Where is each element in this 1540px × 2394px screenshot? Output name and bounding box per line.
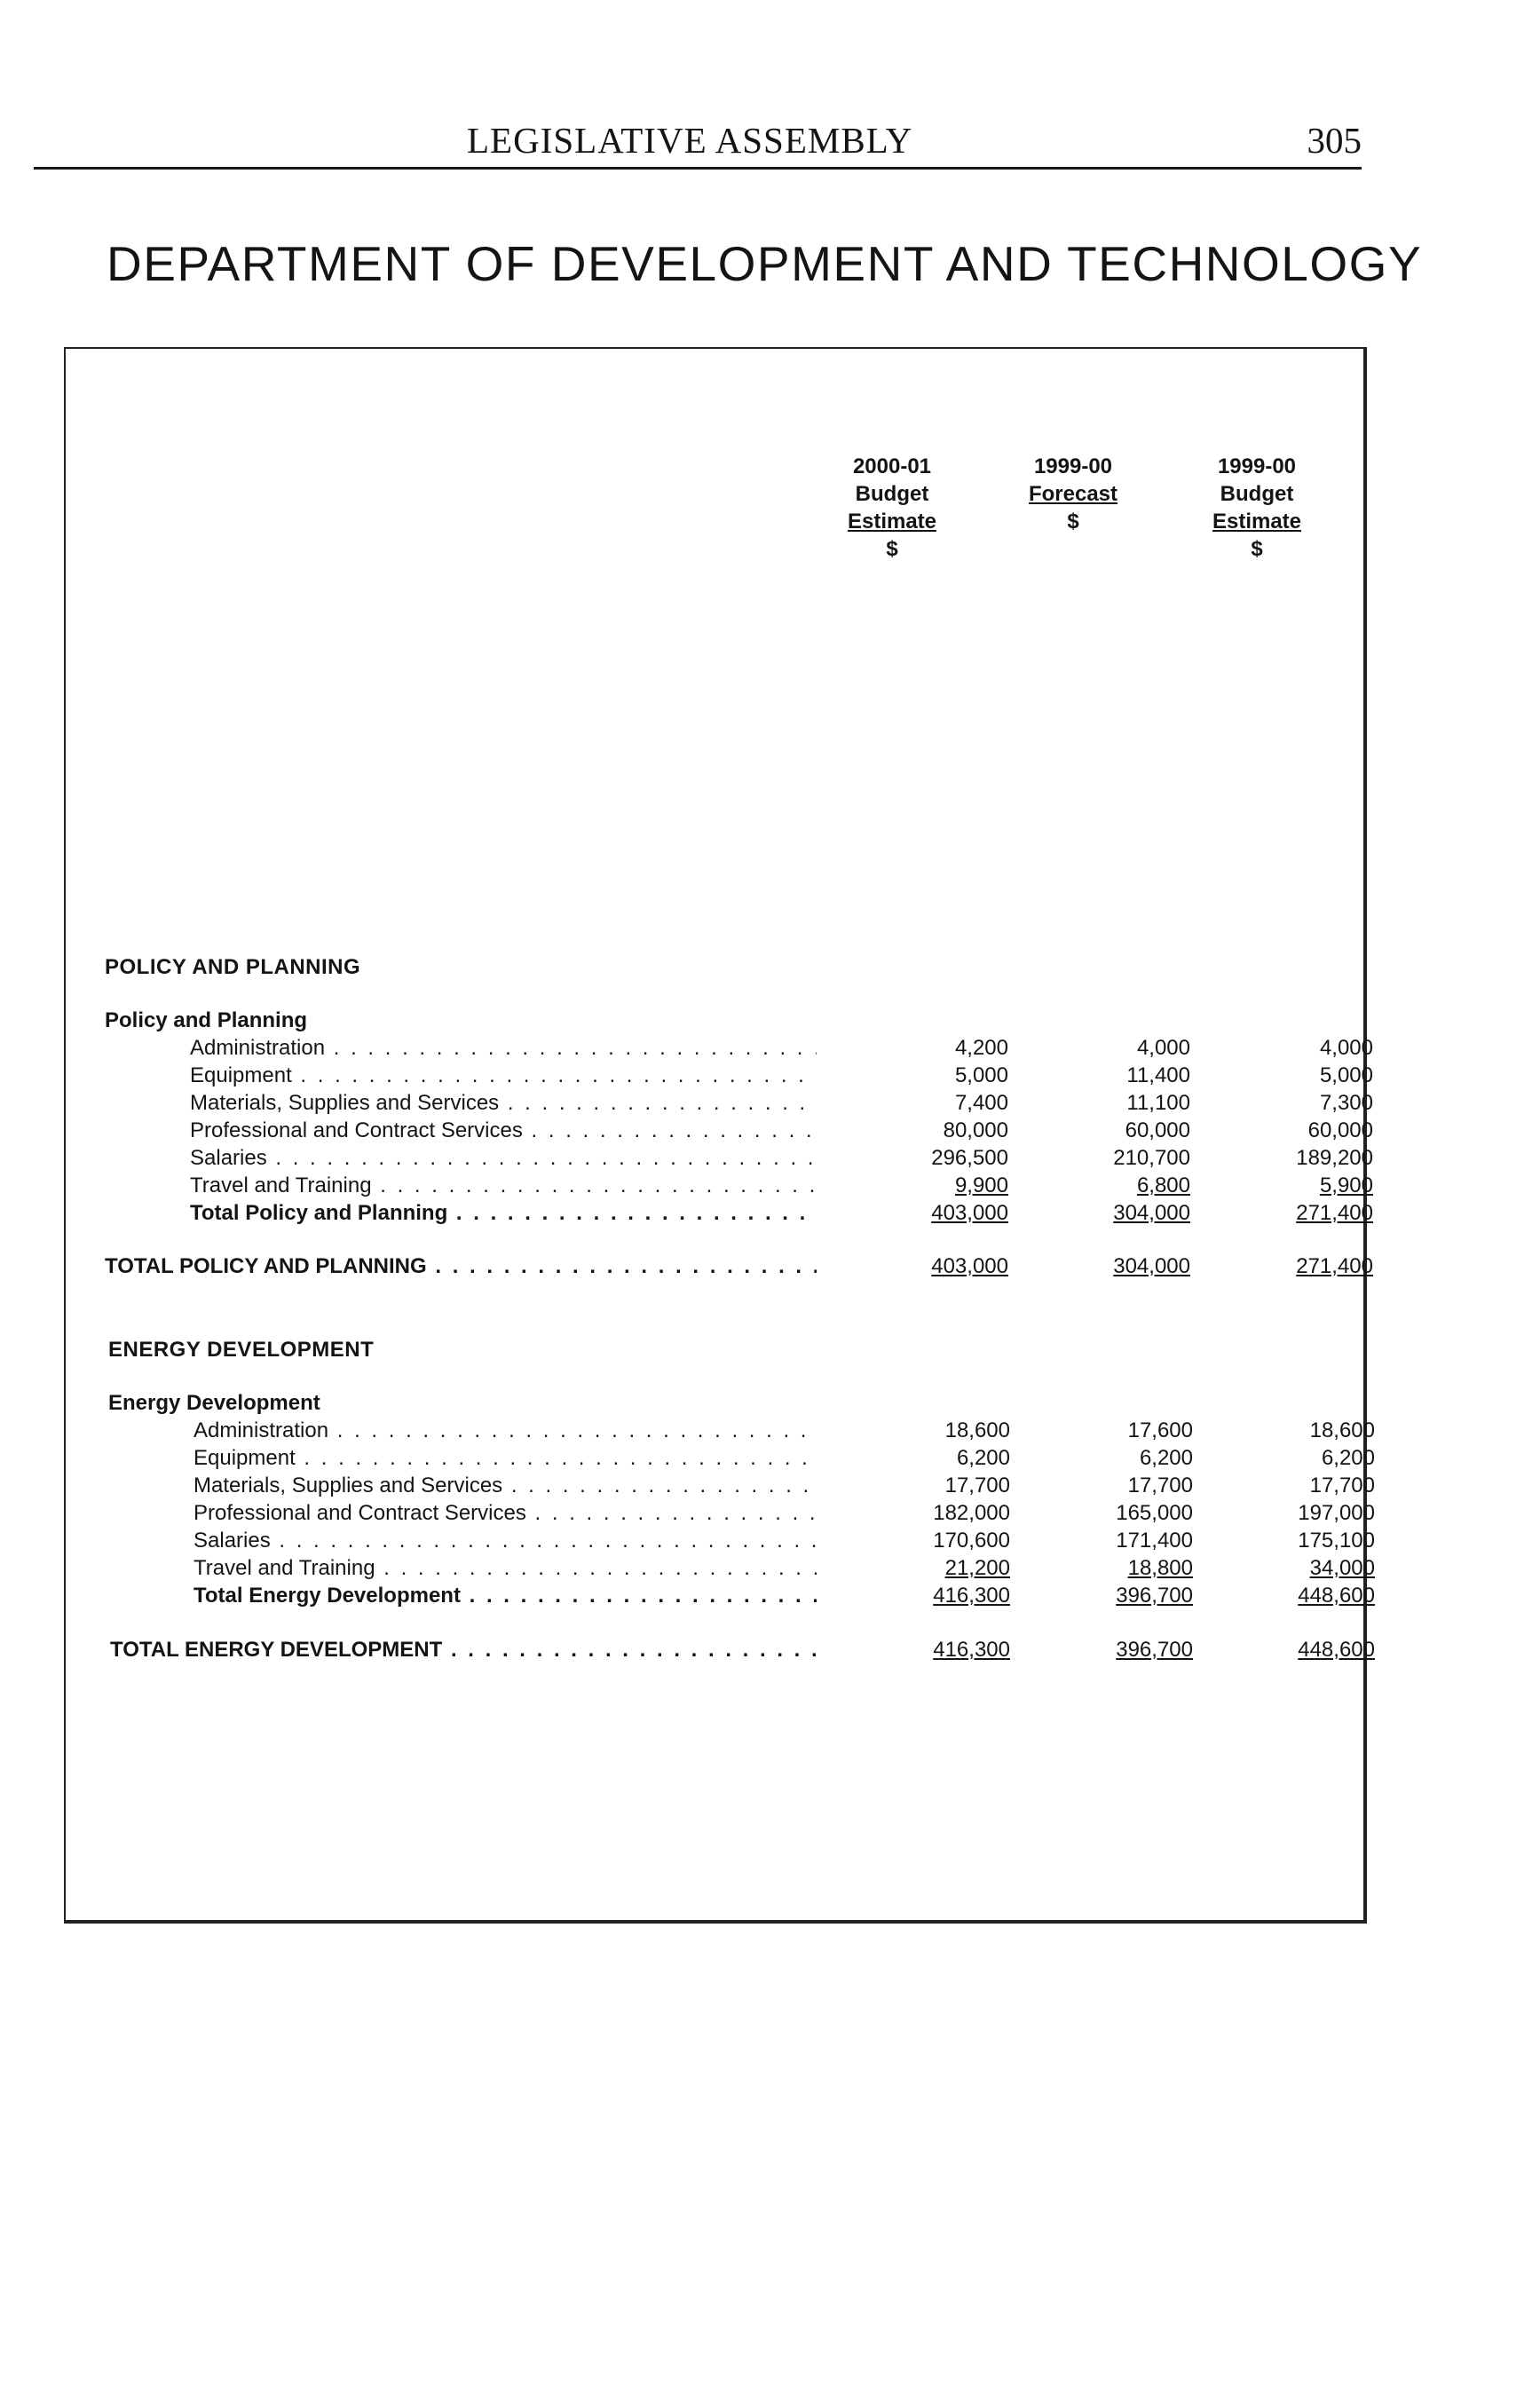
row-label: Travel and Training . . . xyxy=(193,1554,817,1582)
section-total-row xyxy=(66,1252,1373,1280)
value-budget-2000-01: 7,400 xyxy=(954,1091,1008,1115)
value-forecast-1999-00: 171,400 xyxy=(1116,1529,1193,1553)
value-forecast-1999-00: 17,600 xyxy=(1127,1418,1193,1442)
section-title: POLICY AND PLANNING xyxy=(105,955,361,979)
value-forecast-1999-00: 396,700 xyxy=(1116,1638,1193,1662)
row-label: Administration . . . xyxy=(193,1417,817,1444)
value-forecast-1999-00: 11,100 xyxy=(1126,1091,1190,1115)
row-label: Equipment . . . xyxy=(190,1062,817,1089)
table-row xyxy=(66,1444,1375,1472)
group-title: Policy and Planning xyxy=(105,1008,308,1032)
value-budget-1999-00: 448,600 xyxy=(1298,1638,1375,1662)
table-row xyxy=(66,1527,1375,1554)
row-label: TOTAL POLICY AND PLANNING . . . xyxy=(105,1252,817,1280)
row-label: Equipment . . . xyxy=(193,1444,817,1472)
value-budget-1999-00: 18,600 xyxy=(1309,1418,1375,1442)
row-label: TOTAL ENERGY DEVELOPMENT . . . xyxy=(110,1636,817,1663)
value-forecast-1999-00: 304,000 xyxy=(1113,1201,1190,1225)
value-budget-2000-01: 403,000 xyxy=(931,1201,1008,1225)
value-budget-1999-00: 7,300 xyxy=(1319,1091,1373,1115)
table-row xyxy=(66,1062,1373,1089)
column-header-unit: $ xyxy=(886,537,898,561)
value-budget-2000-01: 416,300 xyxy=(933,1638,1010,1662)
table-row xyxy=(66,1499,1375,1527)
value-forecast-1999-00: 6,800 xyxy=(1136,1173,1190,1197)
table-row xyxy=(66,1117,1373,1144)
row-label: Salaries . . . xyxy=(190,1144,817,1172)
subtotal-row xyxy=(66,1582,1375,1609)
group-title: Energy Development xyxy=(108,1391,320,1415)
value-forecast-1999-00: 165,000 xyxy=(1116,1501,1193,1525)
value-budget-2000-01: 416,300 xyxy=(933,1584,1010,1608)
column-header-line3: Forecast xyxy=(1028,482,1118,506)
row-label: Salaries . . . xyxy=(193,1527,817,1554)
department-title: DEPARTMENT OF DEVELOPMENT AND TECHNOLOGY xyxy=(107,236,1423,291)
value-budget-2000-01: 18,600 xyxy=(944,1418,1010,1442)
row-label: Materials, Supplies and Services . . . xyxy=(190,1089,817,1117)
subtotal-row xyxy=(66,1199,1373,1227)
value-budget-1999-00: 17,700 xyxy=(1309,1474,1375,1497)
value-budget-2000-01: 4,200 xyxy=(954,1036,1008,1060)
row-label: Materials, Supplies and Services . . . xyxy=(193,1472,817,1499)
value-budget-1999-00: 175,100 xyxy=(1298,1529,1375,1553)
value-forecast-1999-00: 11,400 xyxy=(1126,1063,1190,1087)
budget-table xyxy=(64,347,1375,1924)
value-budget-2000-01: 9,900 xyxy=(954,1173,1008,1197)
section-title: ENERGY DEVELOPMENT xyxy=(108,1338,375,1362)
value-budget-1999-00: 34,000 xyxy=(1309,1556,1375,1580)
value-budget-2000-01: 6,200 xyxy=(956,1446,1010,1470)
column-header-budget-2000-01 xyxy=(817,453,967,563)
value-budget-1999-00: 5,000 xyxy=(1319,1063,1373,1087)
table-row xyxy=(66,1144,1373,1172)
value-forecast-1999-00: 17,700 xyxy=(1127,1474,1193,1497)
page-number: 305 xyxy=(1307,120,1362,161)
running-head-title: LEGISLATIVE ASSEMBLY xyxy=(467,120,913,161)
column-header-line3: Estimate xyxy=(847,510,937,533)
column-header-unit: $ xyxy=(1251,537,1263,561)
value-budget-1999-00: 271,400 xyxy=(1296,1201,1373,1225)
value-budget-2000-01: 296,500 xyxy=(931,1146,1008,1170)
table-row xyxy=(66,1417,1375,1444)
value-budget-2000-01: 17,700 xyxy=(944,1474,1010,1497)
table-row xyxy=(66,1472,1375,1499)
value-budget-2000-01: 182,000 xyxy=(933,1501,1010,1525)
table-row xyxy=(66,1172,1373,1199)
value-budget-1999-00: 5,900 xyxy=(1319,1173,1373,1197)
table-row xyxy=(66,1554,1375,1582)
row-label: Total Policy and Planning . . . xyxy=(190,1199,817,1227)
value-forecast-1999-00: 60,000 xyxy=(1125,1118,1190,1142)
value-budget-2000-01: 80,000 xyxy=(943,1118,1008,1142)
column-header-line3: Estimate xyxy=(1212,510,1302,533)
row-label: Professional and Contract Services . . . xyxy=(190,1117,817,1144)
value-budget-1999-00: 60,000 xyxy=(1307,1118,1373,1142)
column-header-unit: $ xyxy=(1067,510,1079,533)
row-label: Travel and Training . . . xyxy=(190,1172,817,1199)
running-head xyxy=(34,114,1362,170)
value-budget-1999-00: 4,000 xyxy=(1319,1036,1373,1060)
column-header-line1: 1999-00 xyxy=(1217,454,1297,478)
value-budget-1999-00: 189,200 xyxy=(1296,1146,1373,1170)
column-header-budget-1999-00 xyxy=(1181,453,1332,563)
value-budget-1999-00: 6,200 xyxy=(1321,1446,1375,1470)
value-budget-2000-01: 21,200 xyxy=(944,1556,1010,1580)
value-forecast-1999-00: 6,200 xyxy=(1139,1446,1193,1470)
column-header-line2: Budget xyxy=(1220,482,1294,506)
value-forecast-1999-00: 18,800 xyxy=(1127,1556,1193,1580)
section-total-row xyxy=(66,1636,1375,1663)
table-row xyxy=(66,1034,1373,1062)
column-header-line2: 1999-00 xyxy=(1033,454,1113,478)
column-header-line2: Budget xyxy=(855,482,929,506)
value-forecast-1999-00: 210,700 xyxy=(1113,1146,1190,1170)
value-budget-2000-01: 5,000 xyxy=(954,1063,1008,1087)
value-forecast-1999-00: 396,700 xyxy=(1116,1584,1193,1608)
column-header-forecast-1999-00 xyxy=(998,453,1149,535)
column-header-line1: 2000-01 xyxy=(852,454,932,478)
value-budget-1999-00: 271,400 xyxy=(1296,1254,1373,1278)
value-budget-2000-01: 170,600 xyxy=(933,1529,1010,1553)
row-label: Professional and Contract Services . . . xyxy=(193,1499,817,1527)
value-budget-1999-00: 448,600 xyxy=(1298,1584,1375,1608)
value-forecast-1999-00: 4,000 xyxy=(1136,1036,1190,1060)
value-budget-2000-01: 403,000 xyxy=(931,1254,1008,1278)
value-forecast-1999-00: 304,000 xyxy=(1113,1254,1190,1278)
row-label: Administration . . . xyxy=(190,1034,817,1062)
table-row xyxy=(66,1089,1373,1117)
value-budget-1999-00: 197,000 xyxy=(1298,1501,1375,1525)
row-label: Total Energy Development . . . xyxy=(193,1582,817,1609)
